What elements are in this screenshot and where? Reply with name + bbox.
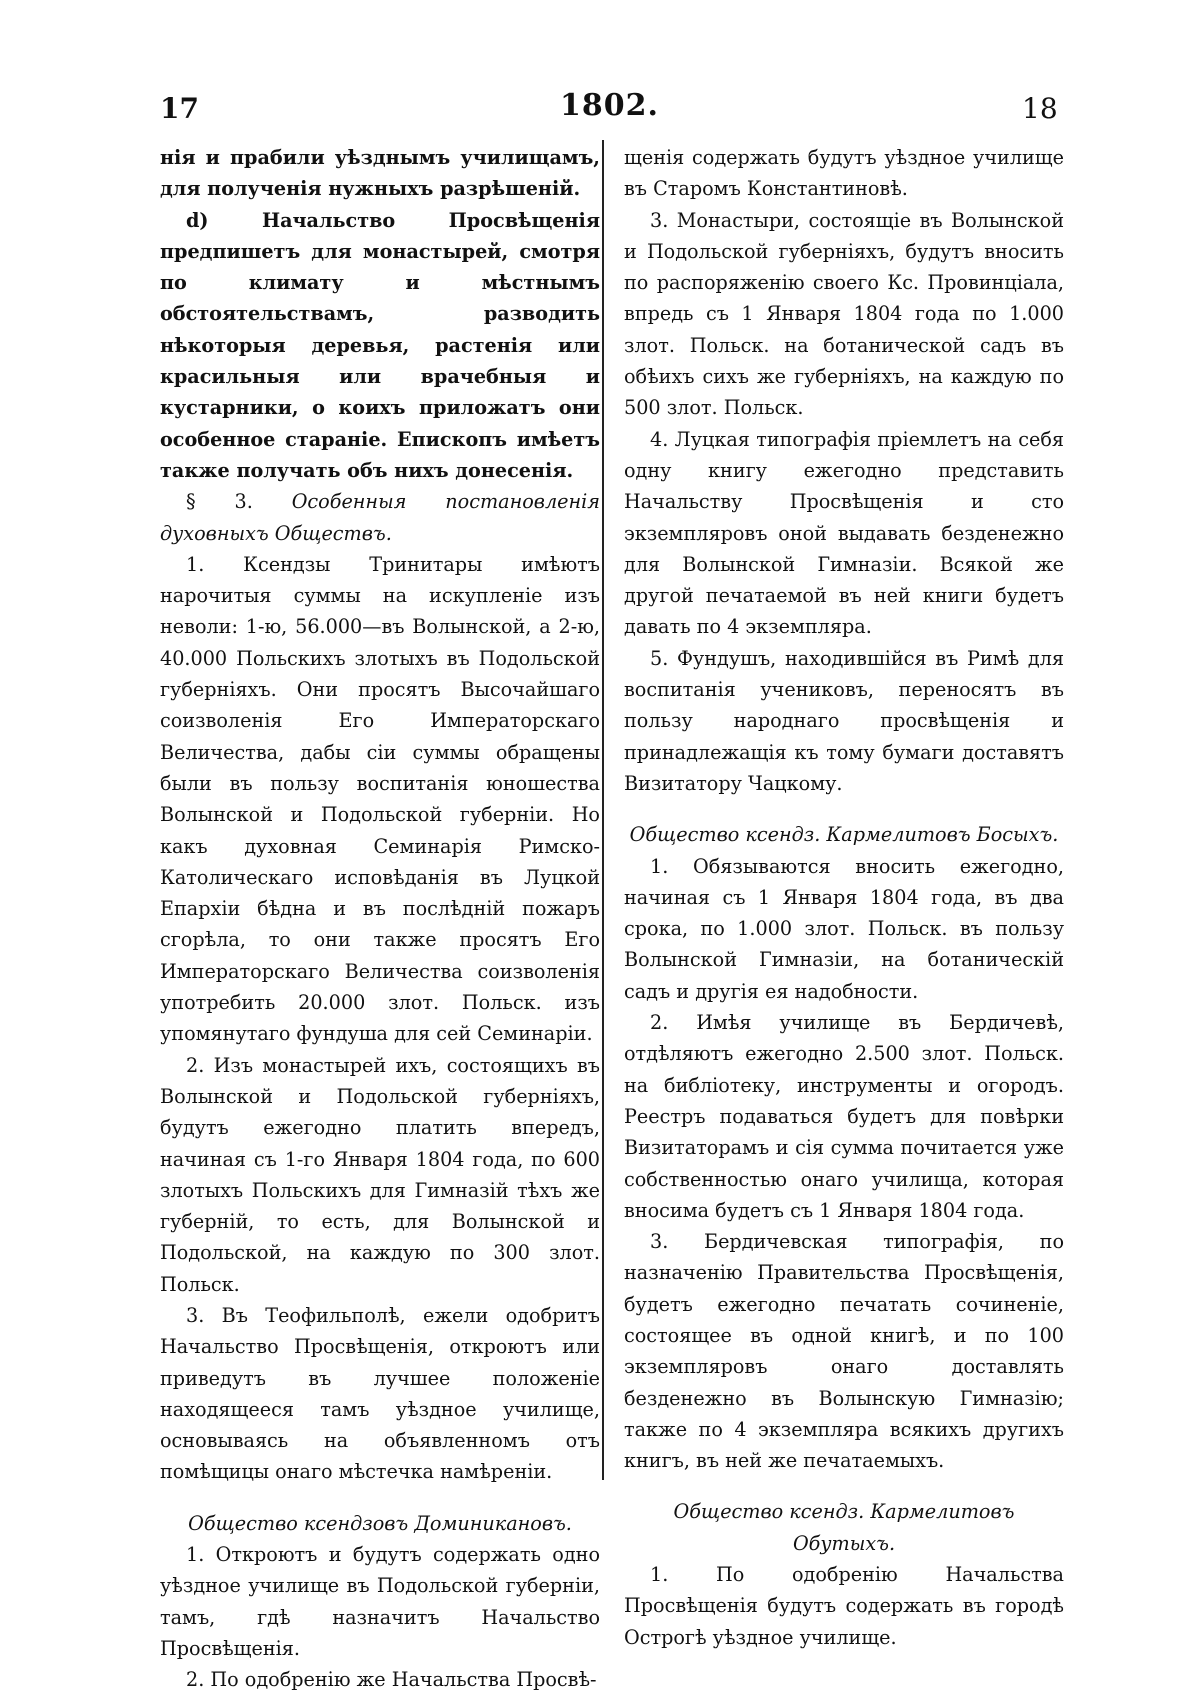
left-column	[160, 142, 600, 1696]
paragraph: нія и прабили уѣзднымъ училищамъ, для полученія нужныхъ разрѣшеній.	[160, 146, 600, 201]
page-number-right: 18	[1022, 92, 1058, 125]
right-column	[624, 142, 1064, 1653]
paragraph: 1. Ксендзы Тринитары имѣютъ нарочитыя суммы на искупленіе изъ неволи: 1-ю, 56.000—въ Волынской, а 2-ю, 40.000 Польскихъ злотыхъ въ Подольской губерніяхъ. Они просятъ Высочайшаго соизволенія Его Императорскаго Величества, дабы сіи суммы обращены были въ пользу воспитанія юношества Волынской и Подольской губерніи. Но какъ духовная Семинарія Римско-Католическаго исповѣданія въ Луцкой Епархіи бѣдна и въ послѣдній пожаръ сгорѣла, то они также просятъ Его Императорскаго Величества соизволенія употребить 20.000 злот. Польск. изъ упомянутаго фундуша для сей Семинаріи.	[160, 552, 600, 1046]
column-divider	[602, 140, 604, 1480]
year-heading: 1802.	[560, 88, 659, 123]
paragraph: 2. Имѣя училище въ Бердичевѣ, отдѣляютъ ежегодно 2.500 злот. Польск. на библіотеку, инструменты и огородъ. Реестръ подаваться будетъ для повѣрки Визитаторамъ и сія сумма почитается уже собственностью онаго училища, которая вносима будетъ съ 1 Января 1804 года.	[624, 1011, 1064, 1222]
paragraph: 1. Обязываются вносить ежегодно, начиная съ 1 Января 1804 года, въ два срока, по 1.000 злот. Польск. въ пользу Волынской Гимназіи, на ботаническій садъ и другія ея надобности.	[624, 854, 1064, 1003]
section-heading: Общество ксендз. Кармелитовъ Обутыхъ.	[673, 1500, 1015, 1555]
paragraph: 1. Откроютъ и будутъ содержать одно уѣздное училище въ Подольской губерніи, тамъ, гдѣ назначитъ Начальство Просвѣщенія.	[160, 1543, 600, 1660]
section-heading: Общество ксендзовъ Доминикановъ.	[188, 1511, 572, 1535]
page-header	[0, 0, 1191, 140]
paragraph: 2. По одобренію же Начальства Просвѣ-	[186, 1668, 597, 1692]
section-title: Особенныя постановленія духовныхъ Обществъ.	[160, 490, 600, 545]
page-number-left: 17	[160, 92, 199, 125]
paragraph: 1. По одобренію Начальства Просвѣщенія будутъ содержать въ городѣ Острогѣ уѣздное училище.	[624, 1563, 1064, 1649]
paragraph: 2. Изъ монастырей ихъ, состоящихъ въ Волынской и Подольской губерніяхъ, будутъ ежегодно платить впередъ, начиная съ 1-го Января 1804 года, по 600 злотыхъ Польскихъ для Гимназій тѣхъ же губерній, то есть, для Волынской и Подольской, на каждую по 300 злот. Польск.	[160, 1053, 600, 1296]
paragraph: 3. Бердичевская типографія, по назначенію Правительства Просвѣщенія, будетъ ежегодно печатать сочиненіе, состоящее въ одной книгѣ, и по 100 экземпляровъ онаго доставлять безденежно въ Волынскую Гимназію; также по 4 экземпляра всякихъ другихъ книгъ, въ ней же печатаемыхъ.	[624, 1230, 1064, 1473]
paragraph: 5. Фундушъ, находившійся въ Римѣ для воспитанія учениковъ, переносятъ въ пользу народнаго просвѣщенія и принадлежащія къ тому бумаги доставятъ Визитатору Чацкому.	[624, 646, 1064, 795]
section-heading: Общество ксендз. Кармелитовъ Босыхъ.	[629, 823, 1059, 847]
paragraph: d) Начальство Просвѣщенія предпишетъ для монастырей, смотря по климату и мѣстнымъ обстоятельствамъ, разводить нѣкоторыя деревья, растенія или красильныя или врачебныя и кустарники, о коихъ приложатъ они особенное стараніе. Епископъ имѣетъ также получать объ нихъ донесенія.	[160, 208, 600, 482]
paragraph: щенія содержать будутъ уѣздное училище въ Старомъ Константиновѣ.	[624, 146, 1064, 201]
paragraph: 3. Монастыри, состоящіе въ Волынской и Подольской губерніяхъ, будутъ вносить по распоряженію своего Кс. Провинціала, впредь съ 1 Января 1804 года по 1.000 злот. Польск. на ботанической садъ въ обѣихъ сихъ же губерніяхъ, на каждую по 500 злот. Польск.	[624, 208, 1064, 420]
section-heading	[160, 486, 600, 549]
paragraph: 4. Луцкая типографія пріемлетъ на себя одну книгу ежегодно представить Начальству Просвѣщенія и сто экземпляровъ оной выдавать безденежно для Волынской Гимназіи. Всякой же другой печатаемой въ ней книги будетъ давать по 4 экземпляра.	[624, 427, 1064, 639]
paragraph: 3. Въ Теофильполѣ, ежели одобритъ Начальство Просвѣщенія, откроютъ или приведутъ въ лучшее положеніе находящееся тамъ уѣздное училище, основываясь на объявленномъ отъ помѣщицы онаго мѣстечка намѣреніи.	[160, 1303, 600, 1484]
section-number: § 3.	[186, 490, 253, 514]
